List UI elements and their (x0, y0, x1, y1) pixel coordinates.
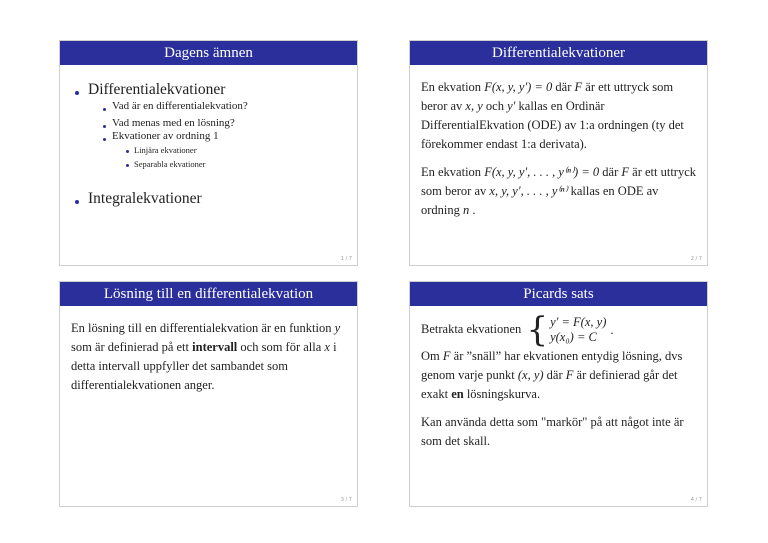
math: x (324, 340, 330, 354)
text: kallas en ODE av ordning (421, 184, 659, 217)
slide-body (71, 81, 348, 208)
math: F (565, 368, 574, 382)
text: är ”snäll” har ekvationen entydig lösning, dvs genom varje punkt (421, 349, 683, 382)
text: lösningskurva. (463, 387, 541, 401)
math: y′ (507, 99, 516, 113)
math: F(x, y, y′, . . . , y⁽ⁿ⁾) = 0 (484, 165, 600, 179)
slide-1 (59, 40, 358, 266)
equation-line (421, 310, 698, 350)
slide-title: Differentialekvationer (410, 41, 707, 65)
text: En lösning till en differentialekvation är en funktion (71, 321, 335, 335)
text: och (482, 99, 508, 113)
paragraph (421, 78, 698, 154)
list-item (102, 118, 348, 129)
topic-list (71, 81, 348, 208)
text: . (610, 322, 614, 337)
math: F (621, 165, 630, 179)
text: kallas en Ordinär DifferentialEkvation (ODE) av 1:a ordningen (ty det förekommer endast 1:a derivata). (421, 99, 684, 151)
slide-4 (409, 281, 708, 507)
text: Om (421, 349, 443, 363)
bold-text: intervall (192, 340, 238, 354)
bullet-icon (126, 164, 129, 167)
text: . (469, 203, 476, 217)
list-item-label: Linjära ekvationer (134, 145, 197, 155)
math: x, y (465, 99, 483, 113)
list-item-label: Vad menas med en lösning? (112, 117, 235, 129)
slide-title: Dagens ämnen (60, 41, 357, 65)
list-item-label: Integralekvationer (88, 190, 202, 207)
page-number: 2 / 7 (690, 256, 702, 262)
list-item (126, 159, 348, 170)
list-item (71, 190, 348, 208)
list-item-label: Ekvationer av ordning 1 (112, 130, 219, 142)
sub-list (102, 101, 348, 170)
bullet-icon (103, 125, 106, 128)
text: är ett uttryck som beror av (421, 80, 674, 113)
text: En ekvation (421, 80, 485, 94)
bullet-icon (126, 150, 129, 153)
slide-body (421, 310, 698, 460)
equation-system (524, 310, 614, 350)
text: där (599, 165, 622, 179)
text: som är definierad på ett (71, 340, 193, 354)
page-number: 1 / 7 (340, 256, 352, 262)
paragraph (421, 163, 698, 220)
slide-body (71, 319, 348, 404)
math: F (574, 80, 583, 94)
sub-sub-list (126, 145, 348, 170)
page-number: 3 / 7 (340, 497, 352, 503)
equation: y′ = F(x, y) (550, 315, 607, 329)
text: En ekvation (421, 165, 485, 179)
math: F(x, y, y′) = 0 (484, 80, 553, 94)
slide-2 (409, 40, 708, 266)
brace-icon: { (526, 310, 549, 350)
math: x, y, y′, . . . , y⁽ⁿ⁾ (489, 184, 568, 198)
text: och som för alla (237, 340, 325, 354)
text: där (543, 368, 566, 382)
bold-text: en (451, 387, 464, 401)
list-item (71, 81, 348, 170)
text: Betrakta ekvationen (421, 321, 522, 336)
paragraph (71, 319, 348, 395)
slide-body (421, 78, 698, 229)
math: y (334, 321, 341, 335)
list-item-label: Vad är en differentialekvation? (112, 100, 248, 112)
math: n (463, 203, 470, 217)
bullet-icon (103, 138, 106, 141)
slide-title: Picards sats (410, 282, 707, 306)
text: är ett uttryck som beror av (421, 165, 697, 198)
paragraph: Kan använda detta som "markör" på att något inte är som det skall. (421, 415, 684, 448)
math: (x, y) (517, 368, 544, 382)
equations (550, 315, 606, 345)
page-number: 4 / 7 (690, 497, 702, 503)
slide-3 (59, 281, 358, 507)
text: där (552, 80, 575, 94)
list-item (126, 145, 348, 156)
list-item (102, 131, 348, 170)
list-item-label: Differentialekvationer (88, 81, 226, 98)
slide-title: Lösning till en differentialekvation (60, 282, 357, 306)
text: i detta intervall uppfyller det sambandet som differentialekvationen anger. (71, 340, 337, 392)
equation: y(x₀) = C (550, 330, 597, 344)
list-item-label: Separabla ekvationer (134, 159, 206, 169)
bullet-icon (103, 108, 106, 111)
text: är definierad går det exakt (421, 368, 678, 401)
list-item (102, 101, 348, 112)
bullet-icon (75, 200, 79, 204)
paragraph (421, 347, 698, 404)
bullet-icon (75, 91, 79, 95)
math: F (442, 349, 451, 363)
